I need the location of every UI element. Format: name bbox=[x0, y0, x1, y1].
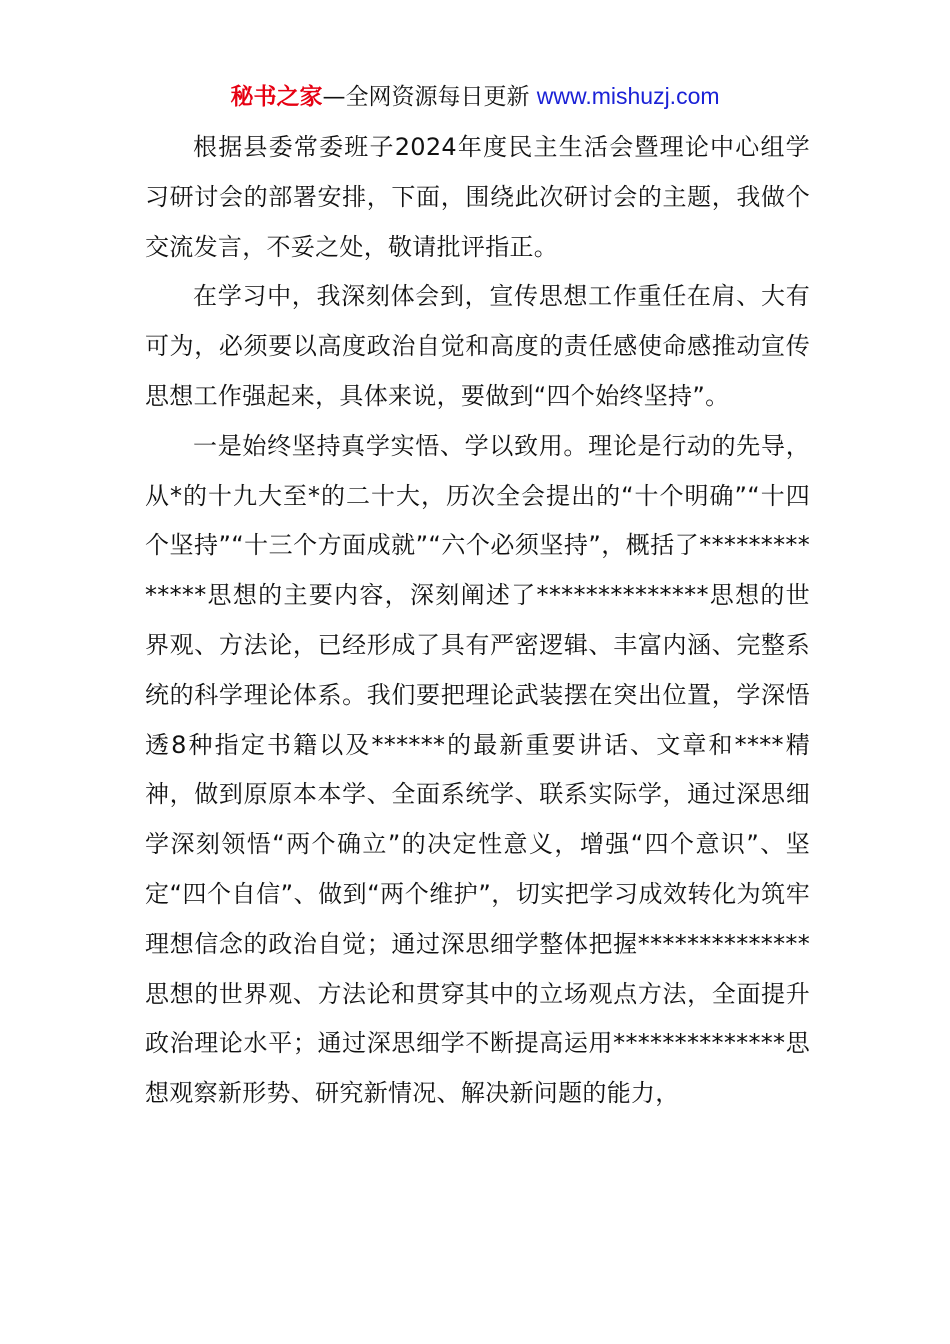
header-tagline: —全网资源每日更新 bbox=[322, 84, 537, 110]
paragraph-intro: 根据县委常委班子2024年度民主生活会暨理论中心组学习研讨会的部署安排，下面，围绕此次研讨会的主题，我做个交流发言，不妥之处，敬请批评指正。 bbox=[145, 133, 810, 261]
site-url[interactable]: www.mishuzj.com bbox=[536, 83, 720, 109]
paragraph-point-one: 一是始终坚持真学实悟、学以致用。理论是行动的先导，从*的十九大至*的二十大，历次全会提出的“十个明确”“十四个坚持”“十三个方面成就”“六个必须坚持”，概括了**************思想的主要内容，深刻阐述了**************思想的世界观、方法论，已经形成了具有严密逻辑、丰富内涵、完整系统的科学理论体系。我们要把理论武装摆在突出位置，学深悟透8种指定书籍以及******的最新重要讲话、文章和****精神，做到原原本本学、全面系统学、联系实际学，通过深思细学深刻领悟“两个确立”的决定性意义，增强“四个意识”、坚定“四个自信”、做到“两个维护”，切实把学习成效转化为筑牢理想信念的政治自觉；通过深思细学整体把握**************思想的世界观、方法论和贯穿其中的立场观点方法，全面提升政治理论水平；通过深思细学不断提高运用**************思想观察新形势、研究新情况、解决新问题的能力， bbox=[145, 431, 810, 1108]
document-body bbox=[145, 123, 810, 1119]
brand-name: 秘书之家 bbox=[230, 84, 323, 110]
paragraph-insight: 在学习中，我深刻体会到，宣传思想工作重任在肩、大有可为，必须要以高度政治自觉和高度的责任感使命感推动宣传思想工作强起来，具体来说，要做到“四个始终坚持”。 bbox=[145, 282, 810, 410]
page-header bbox=[0, 80, 950, 113]
